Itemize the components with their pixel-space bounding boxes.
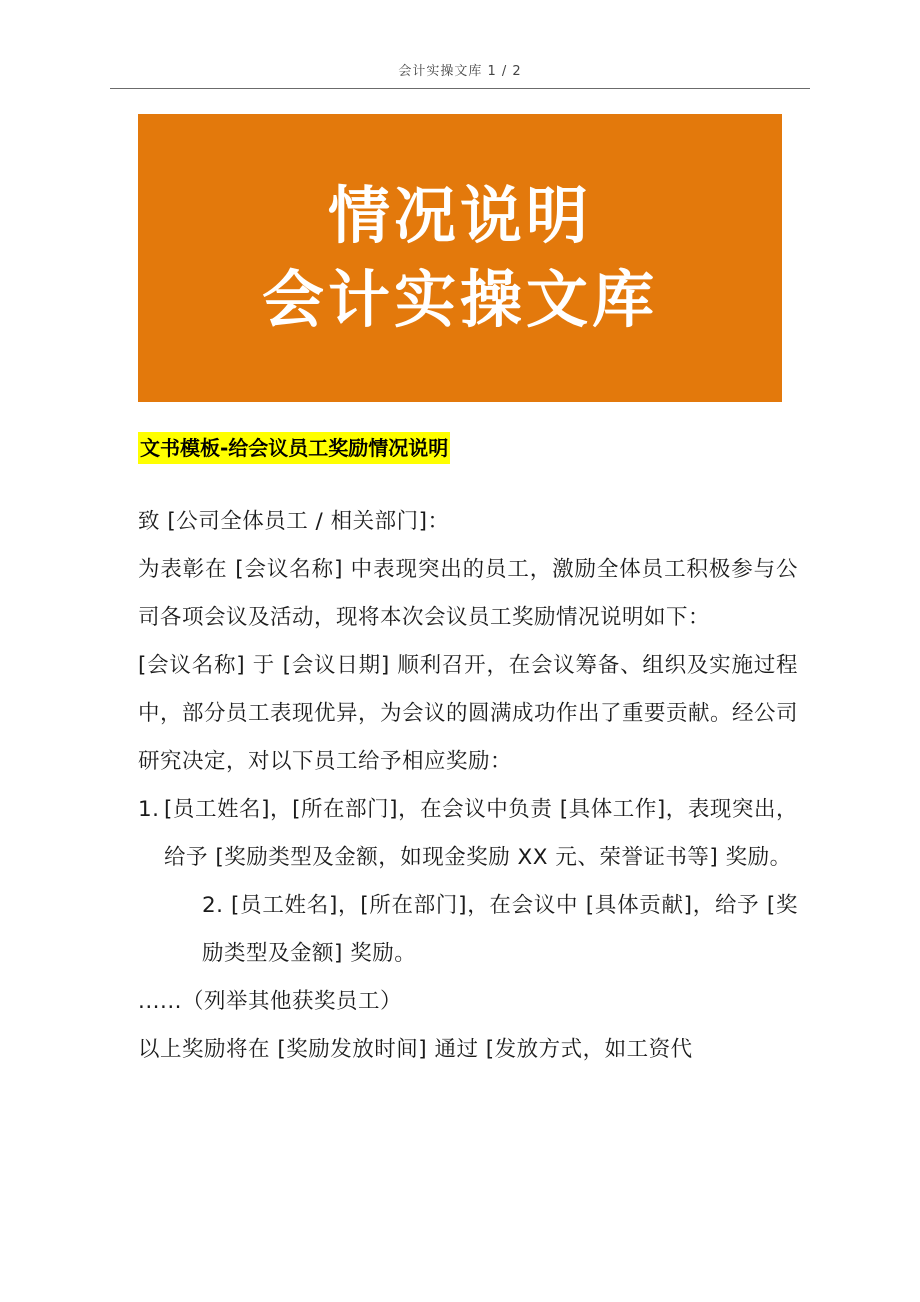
list-item-text: [员工姓名]，[所在部门]，在会议中负责 [具体工作]，表现突出，给予 [奖励类型及金额，如现金奖励 XX 元、荣誉证书等] 奖励。 bbox=[164, 797, 798, 870]
banner-line-1: 情况说明 bbox=[327, 179, 592, 252]
paragraph-ellipsis: ......（列举其他获奖员工） bbox=[138, 989, 403, 1014]
paragraph-background: [会议名称] 于 [会议日期] 顺利召开，在会议筹备、组织及实施过程中，部分员工表现优异，为会议的圆满成功作出了重要贡献。经公司研究决定，对以下员工给予相应奖励： bbox=[138, 653, 799, 774]
header-divider bbox=[110, 88, 810, 89]
list-item-number: 1. bbox=[138, 797, 160, 822]
paragraph-addressee: 致 [公司全体员工 / 相关部门]： bbox=[138, 509, 450, 534]
page-header bbox=[0, 60, 920, 79]
page-header-text: 会计实操文库 1 / 2 bbox=[398, 64, 522, 79]
banner-line-2: 会计实操文库 bbox=[261, 263, 658, 336]
list-item: 2. [员工姓名]，[所在部门]，在会议中 [具体贡献]，给予 [奖励类型及金额] 奖励。 bbox=[202, 893, 798, 966]
paragraph-payout: 以上奖励将在 [奖励发放时间] 通过 [发放方式，如工资代 bbox=[138, 1037, 693, 1062]
document-body bbox=[138, 498, 798, 1074]
orange-title-banner bbox=[138, 114, 782, 402]
document-title bbox=[138, 432, 838, 464]
paragraph-purpose: 为表彰在 [会议名称] 中表现突出的员工，激励全体员工积极参与公司各项会议及活动，现将本次会议员工奖励情况说明如下： bbox=[138, 557, 798, 630]
list-item bbox=[138, 786, 798, 882]
document-title-text: 文书模板-给会议员工奖励情况说明 bbox=[138, 432, 450, 464]
